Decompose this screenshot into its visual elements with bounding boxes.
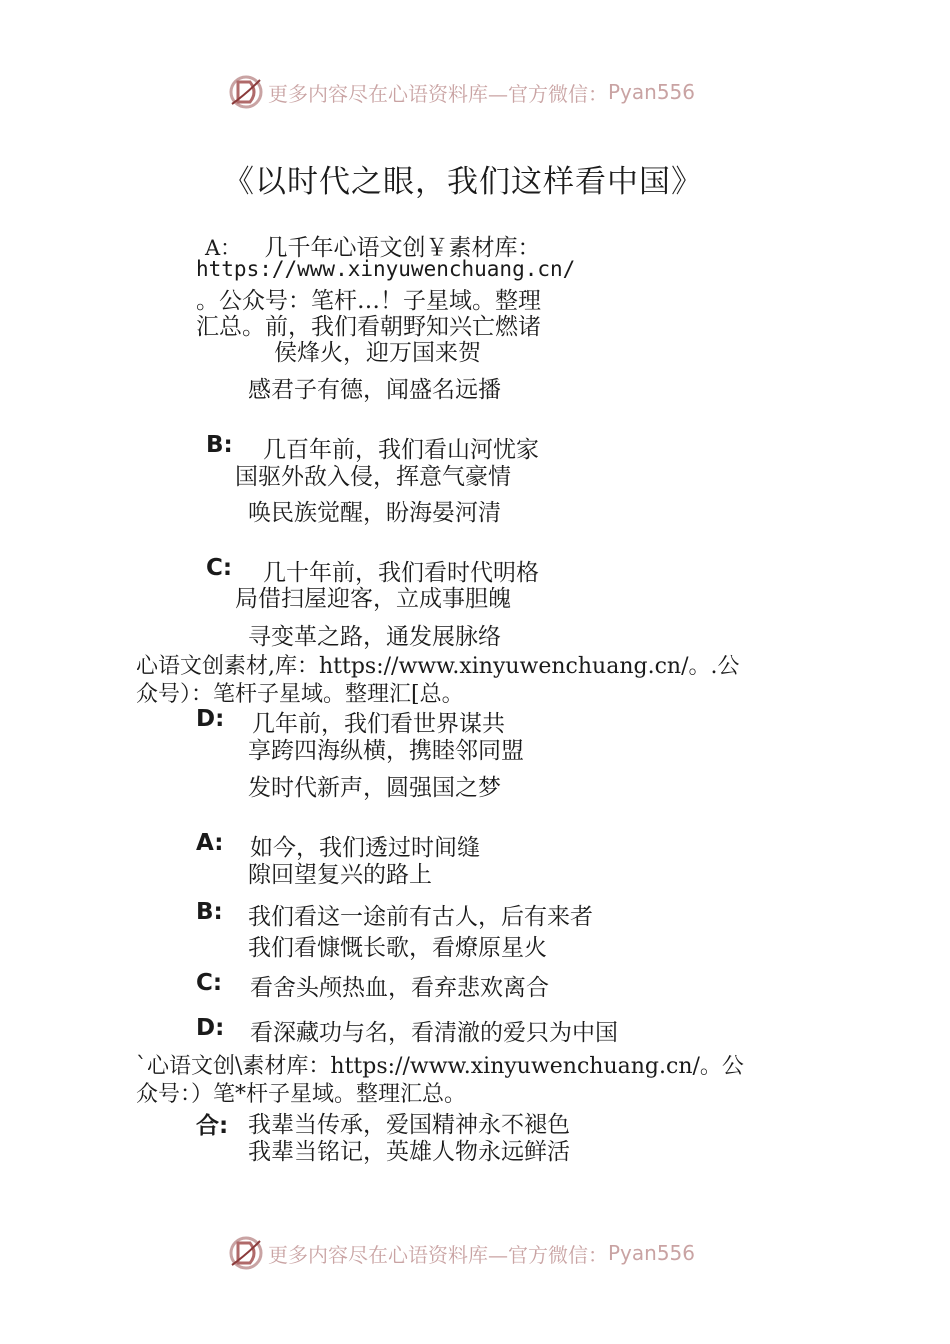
verse-line: 几十年前，我们看时代明格 [263,560,539,586]
verse-line: 汇总。前，我们看朝野知兴亡燃诸 [196,314,541,340]
verse-line: 我辈当铭记，英雄人物永远鲜活 [248,1139,570,1165]
speaker-label: B: [206,432,233,458]
watermark-banner-top [228,74,695,110]
verse-line: 我们看慷慨长歌，看燎原星火 [248,935,547,961]
speaker-label: D: [196,1015,225,1041]
verse-line: 我辈当传承，爱国精神永不褪色 [248,1112,570,1138]
verse-line: 几千年心语文创￥素材库： [264,235,541,261]
verse-line: 。公众号：笔杆…！子星域。整理 [196,288,541,314]
url-line: https://www.xinyuwenchuang.cn/ [196,257,576,281]
speaker-label: A: [196,830,224,856]
inline-watermark-line: 众号）：笔杆子星域。整理汇[总。 [136,682,464,707]
red-circle-d-logo-icon [228,1235,264,1271]
verse-line: 唤民族觉醒，盼海晏河清 [248,500,501,526]
inline-watermark-line: `心语文创\素材库：https://www.xinyuwenchuang.cn/。公 [136,1054,744,1079]
verse-line: 侯烽火，迎万国来贺 [274,340,481,366]
red-circle-d-logo-icon [228,74,264,110]
verse-line: 感君子有德，闻盛名远播 [248,377,501,403]
verse-line: 看舍头颅热血，看弃悲欢离合 [250,975,549,1001]
watermark-banner-bottom [228,1235,695,1271]
verse-line: 享跨四海纵横，携睦邻同盟 [248,738,524,764]
verse-line: 寻变革之路，通发展脉络 [248,624,501,650]
speaker-label: A： [205,236,242,260]
verse-line: 隙回望复兴的路上 [248,862,432,888]
watermark-text: 更多内容尽在心语资料库—官方微信： [268,81,608,106]
watermark-text: 更多内容尽在心语资料库—官方微信： [268,1242,608,1267]
speaker-label: C: [196,970,223,996]
verse-line: 看深藏功与名，看清澈的爱只为中国 [250,1020,618,1046]
watermark-id: Pyan556 [608,1241,696,1265]
verse-line: 发时代新声，圆强国之梦 [248,775,501,801]
inline-watermark-line: 心语文创素材,库：https://www.xinyuwenchuang.cn/。.公 [136,654,740,679]
verse-line: 国驱外敌入侵，挥意气豪情 [235,464,511,490]
speaker-label: C: [206,555,233,581]
verse-line: 几年前，我们看世界谋共 [252,711,505,737]
page-title: 《以时代之眼，我们这样看中国》 [223,164,703,200]
speaker-label: B: [196,899,223,925]
speaker-label: 合: [196,1113,229,1139]
speaker-label: D: [196,706,225,732]
verse-line: 局借扫屋迎客，立成事胆魄 [235,586,511,612]
watermark-id: Pyan556 [608,80,696,104]
verse-line: 如今，我们透过时间缝 [250,835,480,861]
verse-line: 几百年前，我们看山河忧家 [263,437,539,463]
verse-line: 我们看这一途前有古人，后有来者 [248,904,593,930]
inline-watermark-line: 众号：）笔*杆子星域。整理汇总。 [136,1082,467,1107]
